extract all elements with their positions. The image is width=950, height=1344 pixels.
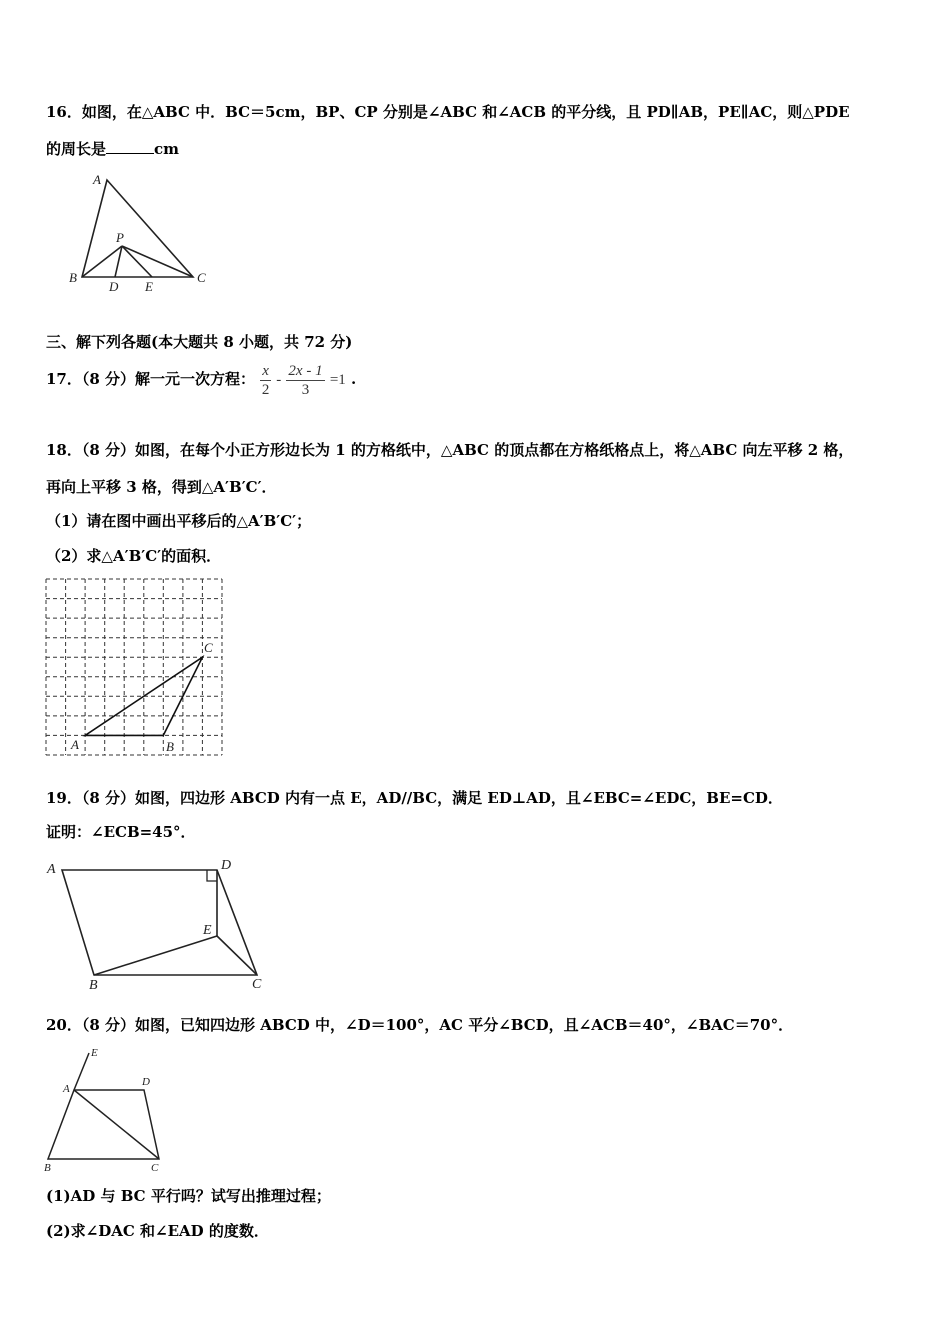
q16-segment-cp [122,246,193,277]
q17-line [46,360,356,399]
q16-label-p: P [116,230,124,245]
q17-frac2-num: 2x - 1 [288,362,323,379]
q19-right-angle-mark [207,870,217,881]
q20-ray-ae [74,1053,89,1090]
q18-line2: 再向上平移 3 格，得到△A′B′C′． [46,478,277,496]
q18-part1: （1）请在图中画出平移后的△A′B′C′； [46,512,312,530]
q17-frac1-den: 2 [261,381,270,398]
q19-quadrilateral-figure [44,852,280,994]
q16-line1: 16．如图，在△ABC 中．BC＝5cm，BP、CP 分别是∠ABC 和∠ACB 的平分线，且 PD∥AB，PE∥AC，则△PDE [46,103,850,121]
q16-label-b: B [69,270,77,285]
q19-label-e: E [203,923,212,938]
q18-grid-lines [46,579,222,755]
q19-label-b: B [89,978,98,993]
q16-segment-pe [122,246,152,277]
q16-triangle-figure [60,168,220,296]
q16-label-c: C [197,270,206,285]
q20-quadrilateral-figure [40,1044,170,1176]
q19-segment-be [94,936,217,975]
q19-quadrilateral-abcd [62,870,257,975]
q18-grid-figure [44,577,228,759]
q17-minus: - [276,372,282,388]
q20-part2: (2)求∠DAC 和∠EAD 的度数． [46,1222,269,1240]
q17-frac2-den: 3 [301,381,310,398]
q17-prefix: 17．（8 分）解一元一次方程： [46,370,256,388]
q20-label-c: C [151,1162,159,1174]
q17-frac1-num: x [262,362,269,379]
q20-label-e: E [91,1047,98,1059]
q20-label-d: D [142,1076,150,1088]
q19-label-a: A [47,862,56,877]
q20-part1: (1)AD 与 BC 平行吗？试写出推理过程； [46,1187,331,1205]
q18-label-c: C [204,640,213,655]
q19-line2: 证明：∠ECB=45°． [46,823,196,841]
q17-fraction-1 [260,362,271,399]
q16-label-e: E [145,279,153,294]
q18-label-a: A [71,737,79,752]
q17-fraction-2 [286,362,324,399]
q20-quadrilateral-abcd [48,1090,159,1159]
q19-label-d: D [221,858,232,873]
q16-line2-pre: 的周长是 [46,140,107,158]
q19-line1: 19．（8 分）如图，四边形 ABCD 内有一点 E，AD//BC，满足 ED⊥AD，且∠EBC=∠EDC，BE=CD． [46,789,783,807]
q16-answer-blank[interactable] [106,139,154,154]
section3-title: 三、解下列各题(本大题共 8 小题，共 72 分) [46,333,353,351]
q16-line2 [46,139,179,159]
q16-label-a: A [93,172,101,187]
q20-line1: 20．（8 分）如图，已知四边形 ABCD 中，∠D＝100°，AC 平分∠BCD，且∠ACB＝40°，∠BAC＝70°． [46,1016,794,1034]
q17-rhs: =1 [329,372,346,388]
q20-label-a: A [63,1083,70,1095]
q17-end: . [351,370,357,388]
q20-label-b: B [44,1162,51,1174]
q18-part2: （2）求△A′B′C′的面积． [46,547,222,565]
q16-label-d: D [109,279,119,294]
q19-label-c: C [252,977,262,992]
q18-label-b: B [166,739,174,754]
q16-line2-post: cm [154,140,180,158]
q19-segment-ec [217,936,257,975]
q18-line1: 18．（8 分）如图，在每个小正方形边长为 1 的方格纸中，△ABC 的顶点都在方格纸格点上，将△ABC 向左平移 2 格， [46,441,854,459]
